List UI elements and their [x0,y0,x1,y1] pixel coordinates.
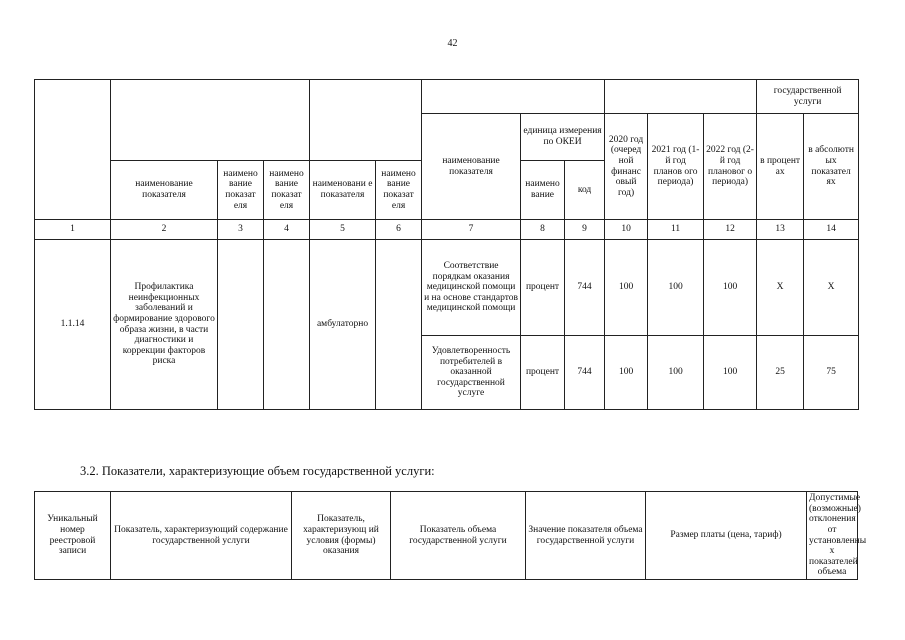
value-2020: 100 [605,336,648,410]
unit-name: процент [521,336,565,410]
value-2021: 100 [648,240,704,336]
column-numbers-row [35,220,859,240]
header-volume-value: Значение показателя объема государственной услуги [526,492,646,580]
header-blank-content [111,80,310,161]
header-unit-name: наимено вание [521,161,565,220]
deviation-absolute: 75 [804,336,859,410]
header-service-conditions: Показатель, характеризующ ий условия (формы) оказания [292,492,391,580]
col-number: 2 [111,220,218,240]
empty-cell [218,240,264,410]
empty-cell [376,240,422,410]
header-allowed-deviation: Допустимые (возможные) отклонения от установленны х показателей объема [807,492,858,580]
col-number: 14 [804,220,859,240]
header-service-content: Показатель, характеризующий содержание государственной услуги [111,492,292,580]
header-blank-conditions [310,80,422,161]
header-col5: наименовани е показателя [310,161,376,220]
section-heading: 3.2. Показатели, характеризующие объем государственной услуги: [80,464,435,478]
service-content: Профилактика неинфекционных заболеваний и формирование здорового образа жизни, в части диагностики и коррекции факторов риска [111,240,218,410]
header-fee: Размер платы (цена, тариф) [646,492,807,580]
col-number: 9 [565,220,605,240]
header-blank-values [605,80,757,114]
header-percent: в процент ах [757,114,804,220]
col-number: 10 [605,220,648,240]
col-number: 12 [704,220,757,240]
header-col2: наименование показателя [111,161,218,220]
header-indicator-name: наименование показателя [422,114,521,220]
col-number: 4 [264,220,310,240]
header-col3: наимено вание показат еля [218,161,264,220]
col-number: 7 [422,220,521,240]
header-blank-col1 [35,80,111,220]
header-col6: наимено вание показат еля [376,161,422,220]
header-year-2021: 2021 год (1-й год планов ого периода) [648,114,704,220]
indicator-name: Соответствие порядкам оказания медицинской помощи и на основе стандартов медицинской помощи [422,240,521,336]
empty-cell [264,240,310,410]
header-col4: наимено вание показат еля [264,161,310,220]
service-condition: амбулаторно [310,240,376,410]
table-row [35,240,859,336]
header-year-2020: 2020 год (очеред ной финанс овый год) [605,114,648,220]
volume-indicators-table [34,491,867,580]
indicators-quality-table [34,79,859,410]
col-number: 3 [218,220,264,240]
header-unit-code: код [565,161,605,220]
header-absolute: в абсолютн ых показател ях [804,114,859,220]
header-registry-number: Уникальный номер реестровой записи [35,492,111,580]
header-unit-okei: единица измерения по ОКЕИ [521,114,605,161]
col-number: 11 [648,220,704,240]
header-volume-indicator: Показатель объема государственной услуги [391,492,526,580]
value-2022: 100 [704,240,757,336]
unit-code: 744 [565,336,605,410]
col-number: 6 [376,220,422,240]
indicator-name: Удовлетворенность потребителей в оказанной государственной услуге [422,336,521,410]
col-number: 5 [310,220,376,240]
value-2021: 100 [648,336,704,410]
value-2022: 100 [704,336,757,410]
deviation-absolute: X [804,240,859,336]
unit-code: 744 [565,240,605,336]
col-number: 1 [35,220,111,240]
header-state-service: государственной услуги [757,80,859,114]
header-year-2022: 2022 год (2-й год плановог о периода) [704,114,757,220]
col-number: 13 [757,220,804,240]
deviation-percent: X [757,240,804,336]
registry-code: 1.1.14 [35,240,111,410]
page-number: 42 [447,38,458,49]
col-number: 8 [521,220,565,240]
header-blank-indicator [422,80,605,114]
unit-name: процент [521,240,565,336]
deviation-percent: 25 [757,336,804,410]
value-2020: 100 [605,240,648,336]
